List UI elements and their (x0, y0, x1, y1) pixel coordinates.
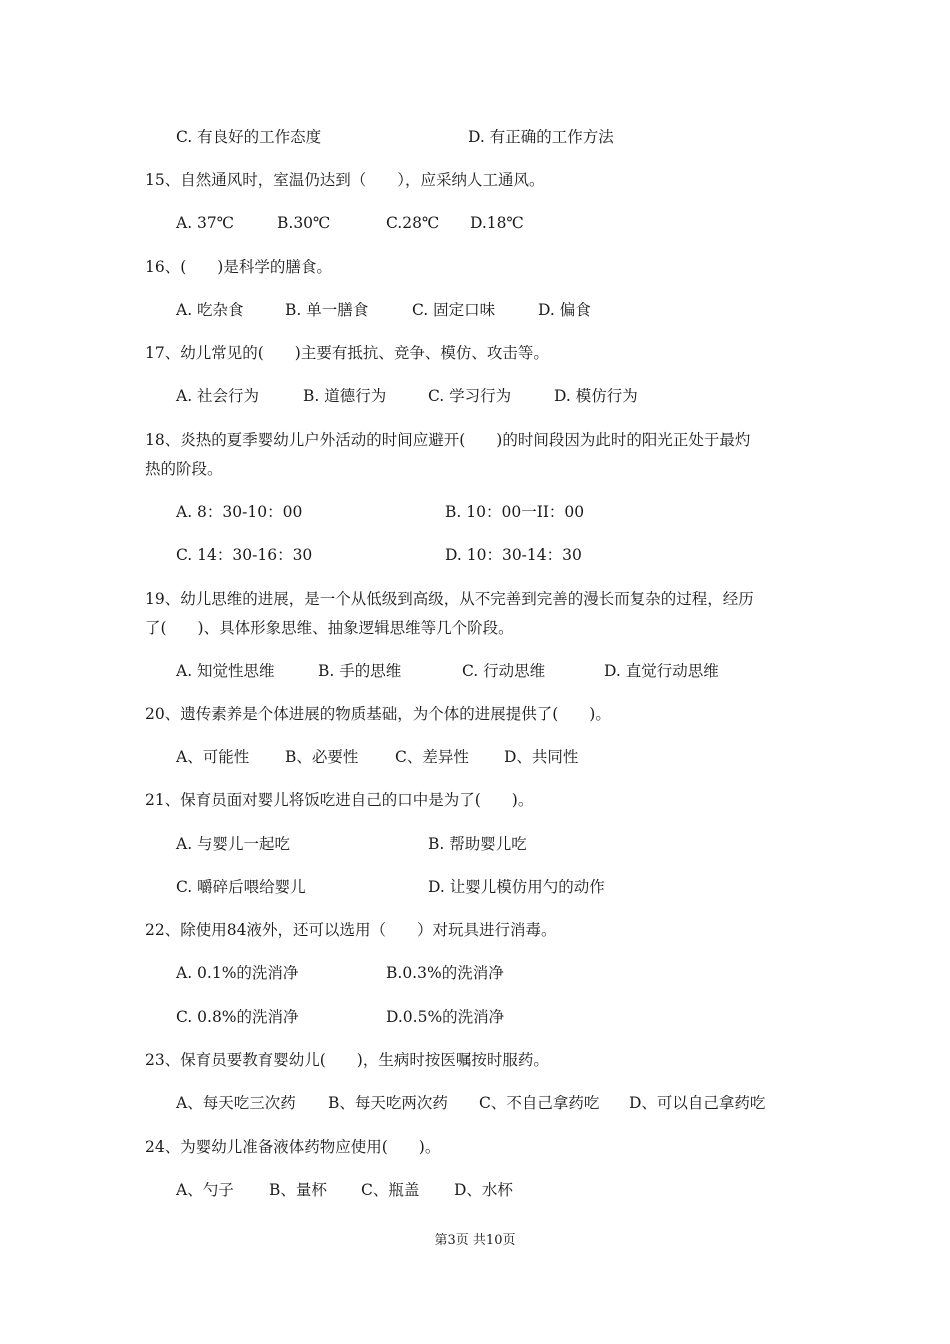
q14-option-c: C. 有良好的工作态度 (176, 128, 322, 146)
q18-option-b: B. 10：00一II：00 (445, 503, 585, 521)
q21-option-c: C. 嚼碎后喂给婴儿 (176, 878, 306, 896)
q20-option-b: B、必要性 (285, 748, 359, 766)
q14-option-d: D. 有正确的工作方法 (468, 128, 614, 146)
q18-stem-line2: 热的阶段。 (145, 460, 223, 478)
q16-option-d: D. 偏食 (538, 301, 591, 319)
q18-option-d: D. 10：30-14：30 (445, 546, 582, 564)
q18-option-c: C. 14：30-16：30 (176, 546, 313, 564)
q19-stem-line1: 19、幼儿思维的进展，是一个从低级到高级，从不完善到完善的漫长而复杂的过程，经历 (145, 590, 754, 608)
q20-option-d: D、共同性 (504, 748, 579, 766)
q19-option-d: D. 直觉行动思维 (604, 662, 719, 680)
q24-option-d: D、水杯 (454, 1181, 513, 1199)
q21-option-d: D. 让婴儿模仿用勺的动作 (428, 878, 605, 896)
q15-option-d: D.18℃ (470, 214, 524, 232)
q23-option-a: A、每天吃三次药 (176, 1094, 296, 1112)
q21-option-b: B. 帮助婴儿吃 (428, 835, 527, 853)
q19-stem-line2: 了( )、具体形象思维、抽象逻辑思维等几个阶段。 (145, 619, 514, 637)
q19-option-a: A. 知觉性思维 (176, 662, 275, 680)
q22-option-a: A. 0.1%的洗消净 (176, 964, 299, 982)
q21-option-a: A. 与婴儿一起吃 (176, 835, 291, 853)
q17-stem: 17、幼儿常见的( )主要有抵抗、竞争、模仿、攻击等。 (145, 344, 549, 362)
q21-stem: 21、保育员面对婴儿将饭吃进自己的口中是为了( )。 (145, 791, 534, 809)
q19-option-b: B. 手的思维 (318, 662, 402, 680)
q16-option-c: C. 固定口味 (412, 301, 496, 319)
page-number: 第3页 共10页 (434, 1233, 516, 1248)
q15-stem: 15、自然通风时，室温仍达到（ ），应采纳人工通风。 (145, 171, 545, 189)
q22-option-d: D.0.5%的洗消净 (386, 1008, 505, 1026)
q19-option-c: C. 行动思维 (462, 662, 546, 680)
q22-stem: 22、除使用84液外，还可以选用（ ）对玩具进行消毒。 (145, 921, 557, 939)
q20-stem: 20、遗传素养是个体进展的物质基础，为个体的进展提供了( )。 (145, 705, 611, 723)
q15-option-b: B.30℃ (277, 214, 331, 232)
q17-option-b: B. 道德行为 (303, 387, 387, 405)
q15-option-a: A. 37℃ (176, 214, 235, 232)
q18-stem-line1: 18、炎热的夏季婴幼儿户外活动的时间应避开( )的时间段因为此时的阳光正处于最灼 (145, 431, 751, 449)
q16-option-b: B. 单一膳食 (285, 301, 369, 319)
q17-option-d: D. 模仿行为 (554, 387, 638, 405)
q24-stem: 24、为婴幼儿准备液体药物应使用( )。 (145, 1138, 441, 1156)
q17-option-c: C. 学习行为 (428, 387, 512, 405)
q16-stem: 16、( )是科学的膳食。 (145, 258, 332, 276)
q17-option-a: A. 社会行为 (176, 387, 260, 405)
q22-option-b: B.0.3%的洗消净 (386, 964, 504, 982)
q20-option-c: C、差异性 (395, 748, 469, 766)
q23-stem: 23、保育员要教育婴幼儿( )，生病时按医嘱按时服药。 (145, 1051, 549, 1069)
q22-option-c: C. 0.8%的洗消净 (176, 1008, 299, 1026)
q18-option-a: A. 8：30-10：00 (176, 503, 303, 521)
q15-option-c: C.28℃ (386, 214, 440, 232)
q24-option-a: A、勺子 (176, 1181, 234, 1199)
q24-option-b: B、量杯 (269, 1181, 327, 1199)
q23-option-b: B、每天吃两次药 (328, 1094, 448, 1112)
q24-option-c: C、瓶盖 (361, 1181, 420, 1199)
q23-option-c: C、不自己拿药吃 (479, 1094, 600, 1112)
q16-option-a: A. 吃杂食 (176, 301, 244, 319)
q20-option-a: A、可能性 (176, 748, 250, 766)
q23-option-d: D、可以自己拿药吃 (629, 1094, 766, 1112)
